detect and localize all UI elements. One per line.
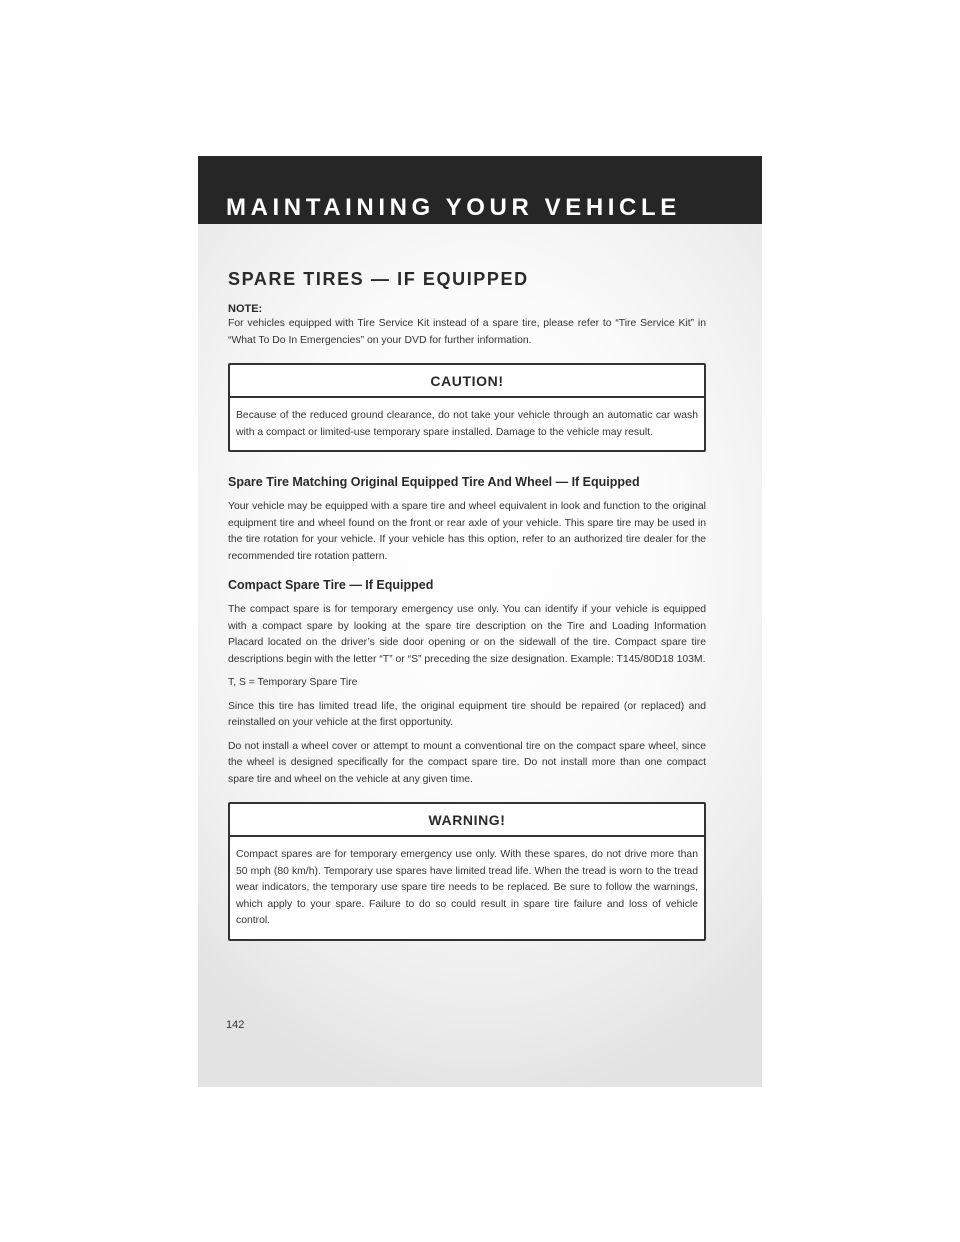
page-content [228,268,706,963]
caution-body [230,398,704,450]
section-title: SPARE TIRES — IF EQUIPPED [228,269,529,289]
matching-heading: Spare Tire Matching Original Equipped Tire And Wheel — If Equipped [228,475,640,489]
chapter-title: MAINTAINING YOUR VEHICLE [226,194,681,221]
warning-box [228,802,706,941]
note-text: For vehicles equipped with Tire Service Kit instead of a spare tire, please refer to “Tire Service Kit” in “What To Do In Emergencies” on your DVD for further information. [228,318,706,346]
warning-title: WARNING! [230,804,704,837]
manual-page [198,156,762,1087]
compact-paragraph: Do not install a wheel cover or attempt to mount a conventional tire on the compact spare wheel, since the wheel is designed specifically for the compact spare tire. Do not install more than one compact spare tire and wheel on the vehicle at any given time. [228,740,706,785]
compact-paragraph: Since this tire has limited tread life, the original equipment tire should be repaired (or replaced) and reinstalled on your vehicle at the first opportunity. [228,700,706,728]
header-bar [198,156,762,224]
warning-body [230,837,704,939]
matching-text: Your vehicle may be equipped with a spare tire and wheel equivalent in look and function to the original equipment tire and wheel found on the front or rear axle of your vehicle. This spare tire may be used in the tire rotation for your vehicle. If your vehicle has this option, refer to an authorized tire dealer for the recommended tire rotation pattern. [228,501,706,562]
compact-paragraph: T, S = Temporary Spare Tire [228,677,358,688]
caution-title: CAUTION! [230,365,704,398]
compact-paragraph: The compact spare is for temporary emergency use only. You can identify if your vehicle is equipped with a compact spare by looking at the spare tire description on the Tire and Loading Information Placard located on the driver’s side door opening or on the sidewall of the tire. Compact spare tire descriptions begin with the letter “T” or “S” preceding the size designation. Example: T145/80D18 103M. [228,604,706,665]
note-label: NOTE: [228,303,263,315]
compact-heading: Compact Spare Tire — If Equipped [228,578,434,592]
page-number: 142 [226,1019,245,1031]
warning-text: Compact spares are for temporary emergency use only. With these spares, do not drive more than 50 mph (80 km/h). Temporary use spares have limited tread life. When the tread is worn to the tread wear indicators, the temporary use spare tire needs to be replaced. Be sure to follow the warnings, which apply to your spare. Failure to do so could result in spare tire failure and loss of vehicle control. [236,849,698,926]
caution-text: Because of the reduced ground clearance, do not take your vehicle through an automatic car wash with a compact or limited-use temporary spare installed. Damage to the vehicle may result. [236,410,698,438]
caution-box [228,363,706,452]
